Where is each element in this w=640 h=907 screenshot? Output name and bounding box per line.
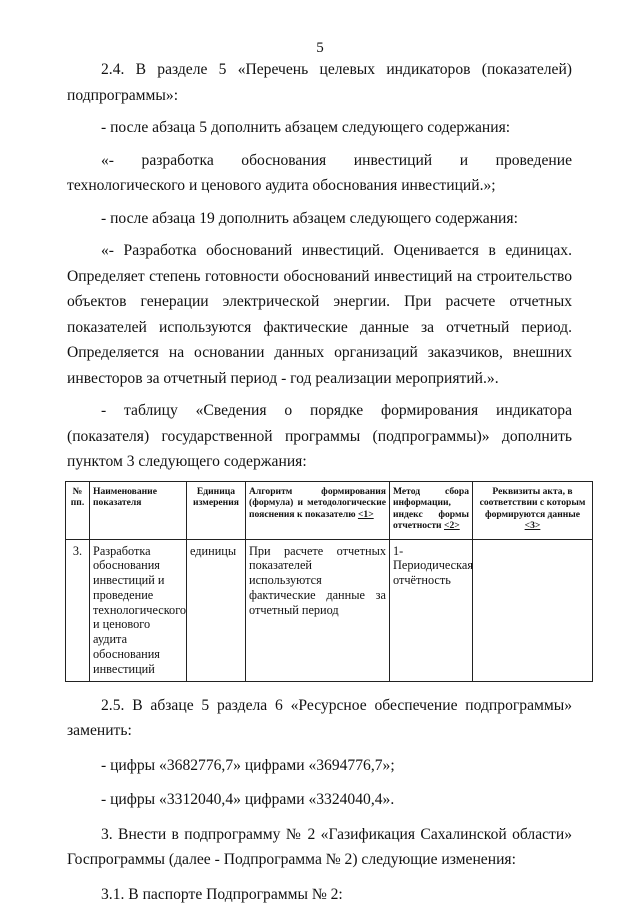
cell-requisites <box>473 539 593 681</box>
header-method <box>390 481 473 539</box>
footnote-ref-1: <1> <box>357 508 374 520</box>
page-number: 5 <box>316 40 324 56</box>
table-row <box>66 539 593 681</box>
header-algorithm <box>246 481 390 539</box>
indicator-table <box>65 481 593 682</box>
header-unit: Единица измерения <box>187 481 246 539</box>
paragraph-3: 3. Внести в подпрограмму № 2 «Газификация Сахалинской области» Госпрограммы (далее - Подпрограмма № 2) следующие изменения: <box>67 825 572 869</box>
header-method-text: Метод сбора информации, индекс формы отчетности <box>393 485 469 531</box>
footnote-ref-2: <2> <box>444 520 460 531</box>
header-num: № пп. <box>66 481 90 539</box>
paragraph-2-5: 2.5. В абзаце 5 раздела 6 «Ресурсное обеспечение подпрограммы» заменить: <box>67 696 572 740</box>
list-item-table-addition: - таблицу «Сведения о порядке формирования индикатора (показателя) государственной программы (подпрограммы)» дополнить пунктом 3 следующего содержания: <box>67 402 572 470</box>
table-header-row <box>66 481 593 539</box>
cell-method: 1- Периодическая отчётность <box>390 539 473 681</box>
list-item-after-paragraph-5: - после абзаца 5 дополнить абзацем следующего содержания: <box>101 119 511 136</box>
replacement-2: - цифры «3312040,4» цифрами «3324040,4». <box>101 791 395 809</box>
quoted-text-1: «- разработка обоснования инвестиций и проведение технологического и ценового аудита обоснования инвестиций.»; <box>67 151 572 194</box>
header-name: Наименование показателя <box>90 481 187 539</box>
paragraph-2-4: 2.4. В разделе 5 «Перечень целевых индикаторов (показателей) подпрограммы»: <box>67 61 572 104</box>
header-requisites-text: Реквизиты акта, в соответствии с которым формируются данные <box>479 485 586 520</box>
cell-algorithm: При расчете отчетных показателей используются фактические данные за отчетный период <box>246 539 390 681</box>
list-item-after-paragraph-19: - после абзаца 19 дополнить абзацем следующего содержания: <box>101 209 518 227</box>
footnote-ref-3: <3> <box>524 520 541 531</box>
quoted-text-2: «- Разработка обоснований инвестиций. Оценивается в единицах. Определяет степень готовности обоснований инвестиций на строительство объектов генерации электрической энергии. При расчете отчетных показателей используются фактические данные за отчетный период. Определяется на основании данных организаций заказчиков, внешних инвесторов за отчетный период - год реализации мероприятий.». <box>67 242 572 387</box>
cell-num: 3. <box>66 539 90 681</box>
replacement-1: - цифры «3682776,7» цифрами «3694776,7»; <box>101 756 395 774</box>
cell-name: Разработка обоснования инвестиций и проведение технологического и ценового аудита обоснования инвестиций <box>90 539 187 681</box>
cell-unit: единицы <box>187 539 246 681</box>
paragraph-3-1: 3.1. В паспорте Подпрограммы № 2: <box>101 885 343 903</box>
header-algorithm-text: Алгоритм формирования (формула) и методологические пояснения к показателю <box>249 485 386 520</box>
document-body <box>67 57 586 907</box>
header-requisites <box>473 481 593 539</box>
